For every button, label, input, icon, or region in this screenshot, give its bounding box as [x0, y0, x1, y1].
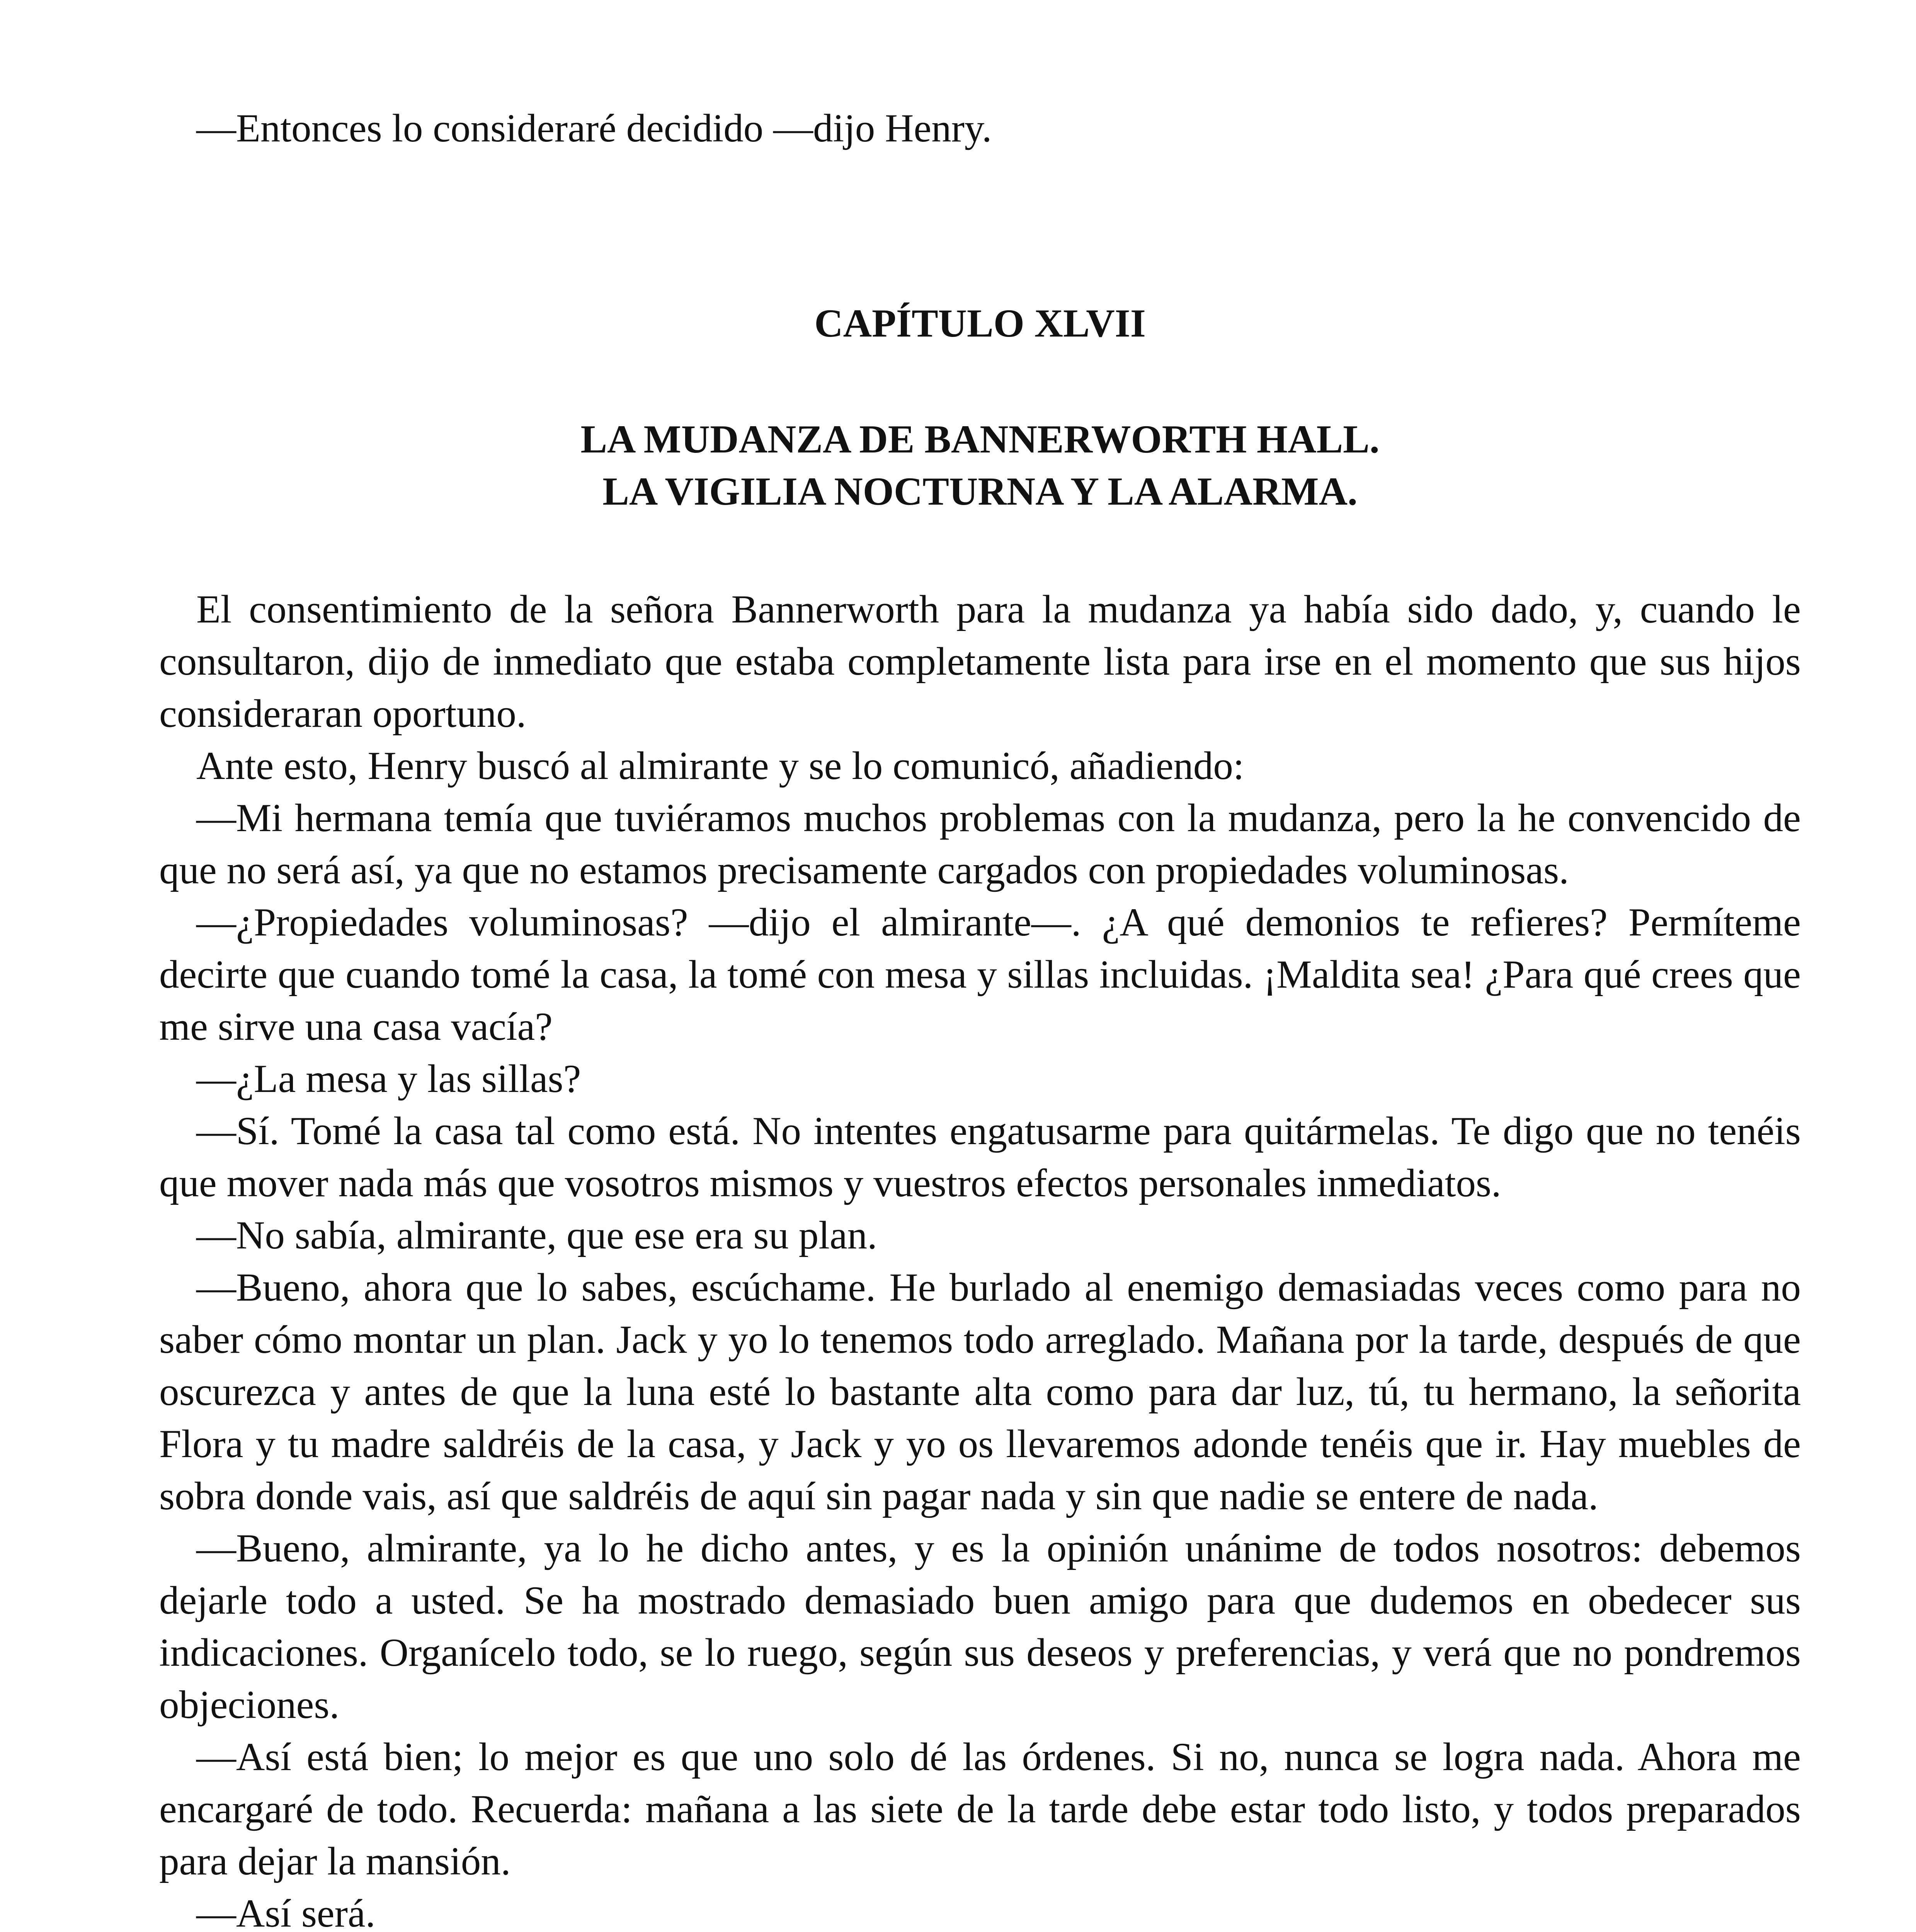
- paragraph: —Sí. Tomé la casa tal como está. No intentes engatusarme para quitármelas. Te digo que no tenéis que mover nada más que vosotros mismos y vuestros efectos personales inmediatos.: [159, 1109, 1801, 1205]
- chapter-number: CAPÍTULO XLVII: [814, 301, 1146, 345]
- chapter-title-line-1: LA MUDANZA DE BANNERWORTH HALL.: [580, 417, 1380, 461]
- paragraph: —No sabía, almirante, que ese era su plan.: [196, 1213, 877, 1257]
- chapter-title-line-2: LA VIGILIA NOCTURNA Y LA ALARMA.: [602, 469, 1358, 514]
- paragraph: —¿La mesa y las sillas?: [196, 1057, 581, 1101]
- opening-line: —Entonces lo consideraré decidido —dijo Henry.: [196, 106, 992, 150]
- chapter-body: [159, 583, 1801, 1932]
- paragraph: El consentimiento de la señora Bannerworth para la mudanza ya había sido dado, y, cuando le consultaron, dijo de inmediato que estaba completamente lista para irse en el momento que sus hijos consideraran oportuno.: [159, 587, 1801, 736]
- paragraph: —¿Propiedades voluminosas? —dijo el almirante—. ¿A qué demonios te refieres? Permíteme decirte que cuando tomé la casa, la tomé con mesa y sillas incluidas. ¡Maldita sea! ¿Para qué crees que me sirve una casa vacía?: [159, 900, 1801, 1049]
- paragraph: —Mi hermana temía que tuviéramos muchos problemas con la mudanza, pero la he convencido de que no será así, ya que no estamos precisamente cargados con propiedades voluminosas.: [159, 796, 1801, 892]
- page-content: [159, 102, 1801, 1932]
- paragraph: —Así está bien; lo mejor es que uno solo dé las órdenes. Si no, nunca se logra nada. Ahora me encargaré de todo. Recuerda: mañana a las siete de la tarde debe estar todo listo, y todos preparados para dejar la mansión.: [159, 1735, 1801, 1883]
- paragraph: Ante esto, Henry buscó al almirante y se lo comunicó, añadiendo:: [196, 744, 1244, 788]
- paragraph: —Así será.: [196, 1891, 376, 1932]
- paragraph: —Bueno, ahora que lo sabes, escúchame. He burlado al enemigo demasiadas veces como para no saber cómo montar un plan. Jack y yo lo tenemos todo arreglado. Mañana por la tarde, después de que oscurezca y antes de que la luna esté lo bastante alta como para dar luz, tú, tu hermano, la señorita Flora y tu madre saldréis de la casa, y Jack y yo os llevaremos adonde tenéis que ir. Hay muebles de sobra donde vais, así que saldréis de aquí sin pagar nada y sin que nadie se entere de nada.: [159, 1265, 1801, 1518]
- paragraph: —Bueno, almirante, ya lo he dicho antes, y es la opinión unánime de todos nosotros: debemos dejarle todo a usted. Se ha mostrado demasiado buen amigo para que dudemos en obedecer sus indicaciones. Organícelo todo, se lo ruego, según sus deseos y preferencias, y verá que no pondremos objeciones.: [159, 1526, 1801, 1727]
- chapter-title: [159, 413, 1801, 518]
